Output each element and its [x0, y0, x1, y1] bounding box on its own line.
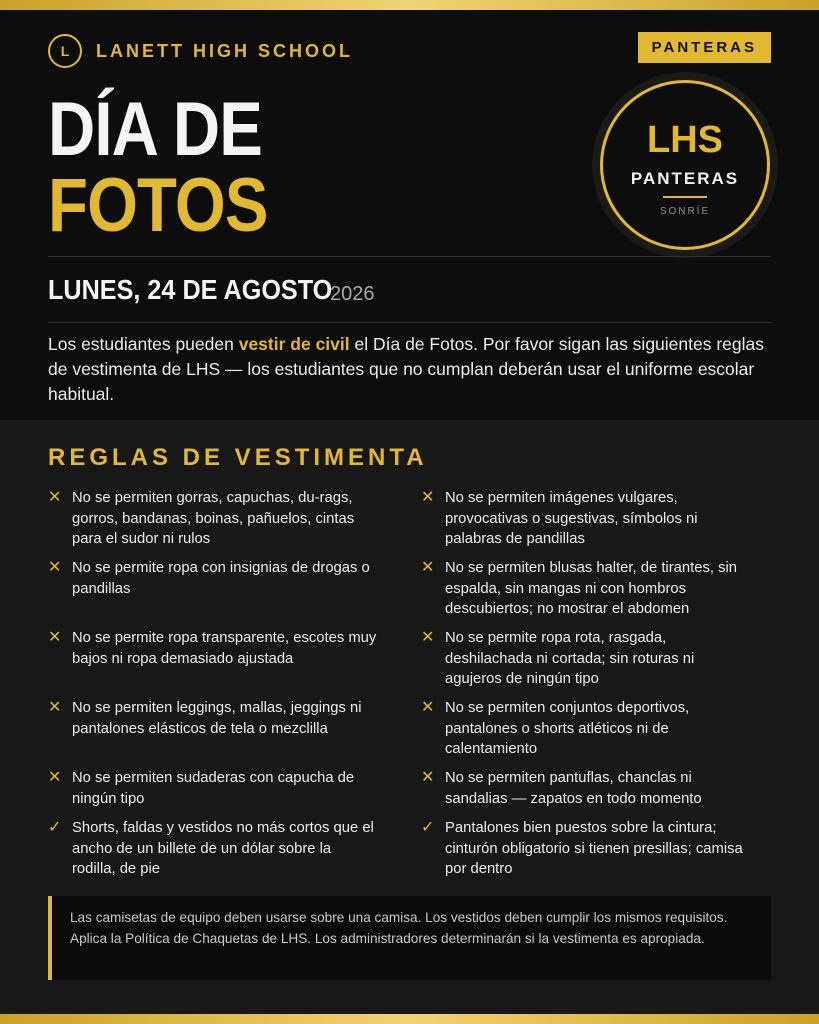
event-year: 2026: [330, 283, 375, 305]
school-logo: L: [48, 34, 82, 68]
rule-text: No se permite ropa rota, rasgada, deshilachada ni cortada; sin roturas ni agujeros de ningún tipo: [445, 630, 695, 687]
page-title-line1: DÍA DE: [48, 87, 262, 172]
x-icon: ✕: [421, 629, 435, 646]
x-icon: ✕: [48, 489, 62, 506]
seal-initials: LHS: [647, 119, 723, 161]
rule-item: [48, 818, 378, 880]
rule-text: No se permite ropa transparente, escotes muy bajos ni ropa demasiado ajustada: [72, 630, 377, 667]
rule-text: No se permiten conjuntos deportivos, pantalones o shorts atléticos ni de calentamiento: [445, 700, 690, 757]
rule-text: No se permiten imágenes vulgares, provocativas o sugestivas, símbolos ni palabras de pandillas: [445, 490, 698, 547]
rule-item: [48, 488, 378, 550]
rules-heading: REGLAS DE VESTIMENTA: [48, 444, 428, 471]
intro-highlight: vestir de civil: [238, 334, 350, 354]
event-date: LUNES, 24 DE AGOSTO: [48, 274, 333, 305]
seal-mascot: PANTERAS: [630, 169, 740, 188]
check-icon: ✓: [421, 819, 435, 836]
seal-divider: [663, 196, 707, 198]
rule-item: [421, 768, 751, 809]
mascot-badge: PANTERAS: [638, 32, 771, 63]
header-section: [0, 10, 819, 420]
page-title-line2: FOTOS: [48, 163, 268, 248]
seal-tagline: SONRÍE: [659, 206, 711, 217]
school-brand: [48, 34, 353, 68]
rule-item: [48, 698, 378, 739]
rule-item: [421, 698, 751, 760]
x-icon: ✕: [421, 559, 435, 576]
x-icon: ✕: [48, 769, 62, 786]
rule-text: No se permiten gorras, capuchas, du-rags, gorros, bandanas, boinas, pañuelos, cintas para el sudor ni rulos: [72, 490, 355, 547]
intro-text-end: el Día de Fotos. Por favor sigan las siguientes reglas de vestimenta de LHS — los estudiantes que no cumplan deberán usar el uniforme escolar habitual.: [48, 334, 765, 404]
x-icon: ✕: [48, 629, 62, 646]
rule-text: No se permiten blusas halter, de tirantes, sin espalda, sin mangas ni con hombros descubiertos; no mostrar el abdomen: [445, 560, 737, 617]
x-icon: ✕: [48, 559, 62, 576]
rule-text: Pantalones bien puestos sobre la cintura; cinturón obligatorio si tienen presillas; camisa por dentro: [445, 820, 743, 877]
rule-text: Shorts, faldas y vestidos no más cortos que el ancho de un billete de un dólar sobre la rodilla, de pie: [72, 820, 374, 877]
intro-text-start: Los estudiantes pueden: [48, 334, 239, 354]
rule-text: No se permiten sudaderas con capucha de ningún tipo: [72, 770, 355, 807]
rules-section: [0, 420, 819, 1014]
rule-item: [421, 818, 751, 880]
x-icon: ✕: [421, 489, 435, 506]
check-icon: ✓: [48, 819, 62, 836]
rule-text: No se permiten pantuflas, chanclas ni sandalias — zapatos en todo momento: [445, 770, 702, 807]
x-icon: ✕: [421, 699, 435, 716]
rule-item: [421, 628, 751, 690]
seal-ring: [600, 80, 770, 250]
rule-item: [48, 628, 378, 669]
rule-text: No se permiten leggings, mallas, jeggings ni pantalones elásticos de tela o mezclilla: [72, 700, 362, 737]
intro-paragraph: [48, 332, 768, 407]
policy-note: Las camisetas de equipo deben usarse sobre una camisa. Los vestidos deben cumplir los mismos requisitos. Aplica la Política de Chaquetas de LHS. Los administradores determinarán si la vestimenta es apropiada.: [48, 896, 771, 980]
x-icon: ✕: [48, 699, 62, 716]
school-name: LANETT HIGH SCHOOL: [96, 40, 353, 61]
x-icon: ✕: [421, 769, 435, 786]
school-seal: [592, 72, 778, 258]
rule-item: [48, 768, 378, 809]
rule-item: [48, 558, 378, 599]
rule-text: No se permite ropa con insignias de drogas o pandillas: [72, 560, 370, 597]
rule-item: [421, 558, 751, 620]
bottom-gold-bar: [0, 1014, 819, 1024]
top-gold-bar: [0, 0, 819, 10]
divider: [48, 256, 771, 257]
divider: [48, 322, 771, 323]
rule-item: [421, 488, 751, 550]
